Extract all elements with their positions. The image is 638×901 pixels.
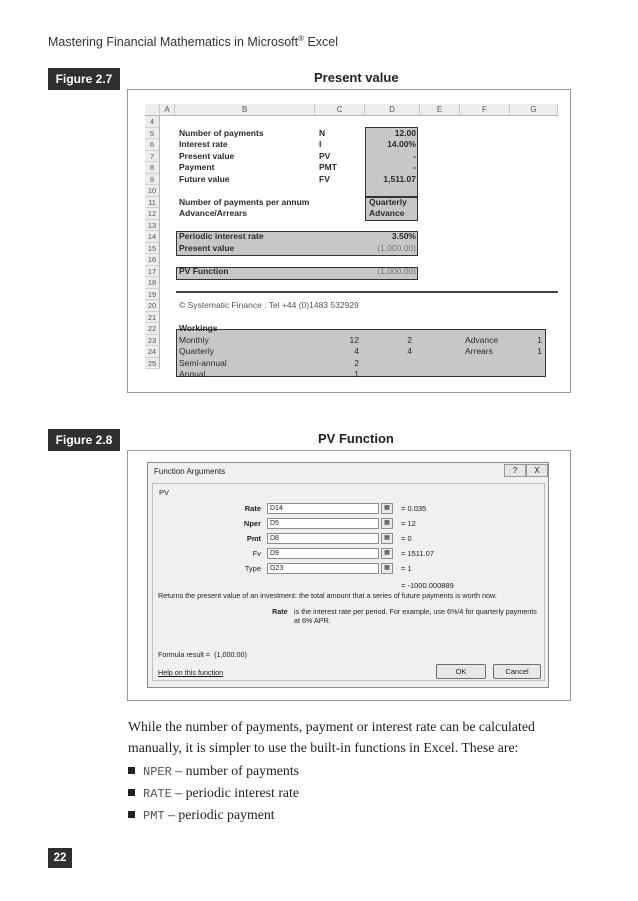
close-icon[interactable]: X	[526, 464, 548, 477]
figure-title: Present value	[314, 70, 399, 85]
row-number[interactable]: 11	[145, 197, 160, 209]
arg-value: = 0	[401, 534, 412, 543]
cell-value[interactable]: 3.50%	[391, 231, 416, 241]
row-number[interactable]: 25	[145, 358, 160, 370]
type-input[interactable]: G23	[267, 563, 379, 574]
cell-label[interactable]: Present value	[179, 150, 235, 161]
column-header-g[interactable]: G	[510, 104, 558, 116]
copyright-rule	[176, 291, 558, 293]
bullet-square-icon	[128, 811, 135, 818]
cell-label[interactable]: Advance	[465, 334, 499, 345]
help-link[interactable]: Help on this function	[158, 668, 224, 677]
row-number[interactable]: 21	[145, 312, 160, 324]
collapse-dialog-icon[interactable]: ▦	[381, 518, 393, 529]
function-code: RATE	[143, 787, 172, 801]
cell-label[interactable]: Semi-annual	[179, 357, 227, 368]
row-number[interactable]: 8	[145, 162, 160, 174]
bullet-square-icon	[128, 767, 135, 774]
bullet-item	[128, 785, 299, 801]
pmt-input[interactable]: D8	[267, 533, 379, 544]
function-arguments-dialog	[147, 462, 549, 688]
row-number[interactable]: 13	[145, 220, 160, 232]
column-header-a[interactable]: A	[160, 104, 175, 116]
book-title-app: Excel	[304, 35, 339, 50]
function-description: Returns the present value of an investment: the total amount that a series of future payments is worth now.	[158, 591, 497, 600]
row-number[interactable]: 14	[145, 231, 160, 243]
cell-label[interactable]: PV Function	[179, 265, 229, 276]
cell-label[interactable]: Monthly	[179, 334, 209, 345]
cell-label[interactable]: Interest rate	[179, 139, 228, 149]
bullet-text: – periodic payment	[164, 807, 275, 822]
column-header-c[interactable]: C	[315, 104, 365, 116]
function-group	[152, 483, 545, 681]
cell-value[interactable]: -	[413, 150, 416, 161]
cell-symbol[interactable]: N	[319, 127, 326, 138]
collapse-dialog-icon[interactable]: ▦	[381, 503, 393, 514]
cell-symbol[interactable]: I	[319, 139, 322, 149]
arg-help-text-cont: at 6% APR.	[294, 616, 331, 625]
arg-help-text: is the interest rate per period. For example, use 6%/4 for quarterly payments	[294, 607, 537, 616]
row-number[interactable]: 22	[145, 323, 160, 335]
ok-button[interactable]: OK	[436, 664, 486, 679]
bullet-item	[128, 763, 299, 779]
column-header-f[interactable]: F	[460, 104, 510, 116]
function-name: PV	[159, 488, 170, 497]
row-number[interactable]: 12	[145, 208, 160, 220]
cell-symbol[interactable]: PMT	[319, 162, 337, 172]
row-number[interactable]: 20	[145, 300, 160, 312]
row-number[interactable]: 23	[145, 335, 160, 347]
book-title: Mastering Financial Mathematics in Microsoft	[48, 35, 299, 50]
row-number[interactable]: 18	[145, 277, 160, 289]
cancel-button[interactable]: Cancel	[493, 664, 541, 679]
cell-value[interactable]: 12.00	[394, 127, 416, 138]
cell-value[interactable]: 1	[354, 369, 359, 379]
cell-value[interactable]: -	[413, 162, 416, 172]
nper-input[interactable]: D5	[267, 518, 379, 529]
row-number[interactable]: 17	[145, 266, 160, 278]
row-number[interactable]: 10	[145, 185, 160, 197]
help-icon[interactable]: ?	[504, 464, 526, 477]
row-number[interactable]: 5	[145, 128, 160, 140]
row-number[interactable]: 9	[145, 174, 160, 186]
cell-value[interactable]: 2	[354, 357, 359, 368]
arg-value: = 0.035	[401, 504, 427, 513]
arg-label-fv: Fv	[252, 549, 261, 558]
row-number[interactable]: 6	[145, 139, 160, 151]
cell-symbol[interactable]: PV	[319, 150, 331, 161]
select-all-corner[interactable]	[145, 104, 160, 116]
result-value: = -1000.000889	[401, 581, 454, 590]
cell-value[interactable]: 12	[349, 334, 359, 345]
arg-label-type: Type	[244, 564, 261, 573]
cell-label[interactable]: Periodic interest rate	[179, 231, 264, 241]
cell-symbol[interactable]: FV	[319, 173, 330, 184]
row-number[interactable]: 7	[145, 151, 160, 163]
column-header-d[interactable]: D	[365, 104, 420, 116]
cell-label[interactable]: Present value	[179, 242, 235, 253]
formula-result: Formula result = (1,000.00)	[158, 650, 247, 659]
cell-value[interactable]: Quarterly	[369, 196, 407, 207]
row-number[interactable]: 4	[145, 116, 160, 128]
cell-value[interactable]: 4	[354, 346, 359, 356]
cell-label[interactable]: Payment	[179, 162, 215, 172]
arg-value: = 12	[401, 519, 416, 528]
function-code: PMT	[143, 809, 165, 823]
cell-label[interactable]: Quarterly	[179, 346, 214, 356]
dialog-title: Function Arguments	[154, 467, 226, 476]
cell-value[interactable]: Advance	[369, 208, 405, 218]
bullet-square-icon	[128, 789, 135, 796]
arg-help-label: Rate	[272, 607, 288, 616]
cell-label[interactable]: Future value	[179, 173, 230, 184]
cell-value[interactable]: 14.00%	[387, 139, 416, 149]
cell-value[interactable]: 4	[407, 346, 412, 356]
cell-label[interactable]: Number of payments per annum	[179, 196, 310, 207]
cell-value[interactable]: 1	[537, 346, 542, 356]
cell-value[interactable]: (1,000.00)	[377, 265, 416, 276]
column-header-e[interactable]: E	[420, 104, 460, 116]
running-head	[48, 34, 338, 49]
arg-label-rate: Rate	[244, 504, 261, 513]
bullet-text: – number of payments	[171, 763, 300, 778]
workings-heading[interactable]: Workings	[179, 323, 218, 333]
arg-value: = 1511.07	[401, 549, 435, 558]
collapse-dialog-icon[interactable]: ▦	[381, 533, 393, 544]
rate-input[interactable]: D14	[267, 503, 379, 514]
cell-value[interactable]: (1,000.00)	[377, 242, 416, 253]
row-number[interactable]: 16	[145, 254, 160, 266]
figure-label: Figure 2.8	[48, 429, 120, 451]
function-code: NPER	[143, 765, 172, 779]
collapse-dialog-icon[interactable]: ▦	[381, 563, 393, 574]
row-number[interactable]: 24	[145, 346, 160, 358]
cell-label[interactable]: Number of payments	[179, 127, 264, 138]
registered-mark: ®	[298, 34, 304, 43]
collapse-dialog-icon[interactable]: ▦	[381, 548, 393, 559]
cell-label[interactable]: Annual	[179, 369, 206, 379]
fv-input[interactable]: D9	[267, 548, 379, 559]
arg-label-pmt: Pmt	[246, 534, 261, 543]
cell-value[interactable]: 2	[407, 334, 412, 345]
row-number[interactable]: 19	[145, 289, 160, 301]
cell-label[interactable]: Advance/Arrears	[179, 208, 248, 218]
row-number[interactable]: 15	[145, 243, 160, 255]
cell-value[interactable]: 1	[537, 334, 542, 345]
page-number: 22	[48, 848, 72, 868]
cell-value[interactable]: 1,511.07	[383, 173, 416, 184]
figure-title: PV Function	[318, 431, 394, 446]
arg-value: = 1	[401, 564, 412, 573]
body-paragraph: While the number of payments, payment or interest rate can be calculated manually, it is simpler to use the built-in functions in Excel. These are:	[128, 719, 535, 755]
spreadsheet	[145, 104, 558, 378]
bullet-text: – periodic interest rate	[171, 785, 299, 800]
arg-label-nper: Nper	[243, 519, 261, 528]
cell-label[interactable]: Arrears	[465, 346, 493, 356]
figure-label: Figure 2.7	[48, 68, 120, 90]
copyright-text[interactable]: © Systematic Finance : Tel +44 (0)1483 532929	[179, 300, 359, 310]
bullet-item	[128, 807, 275, 823]
column-header-b[interactable]: B	[175, 104, 315, 116]
